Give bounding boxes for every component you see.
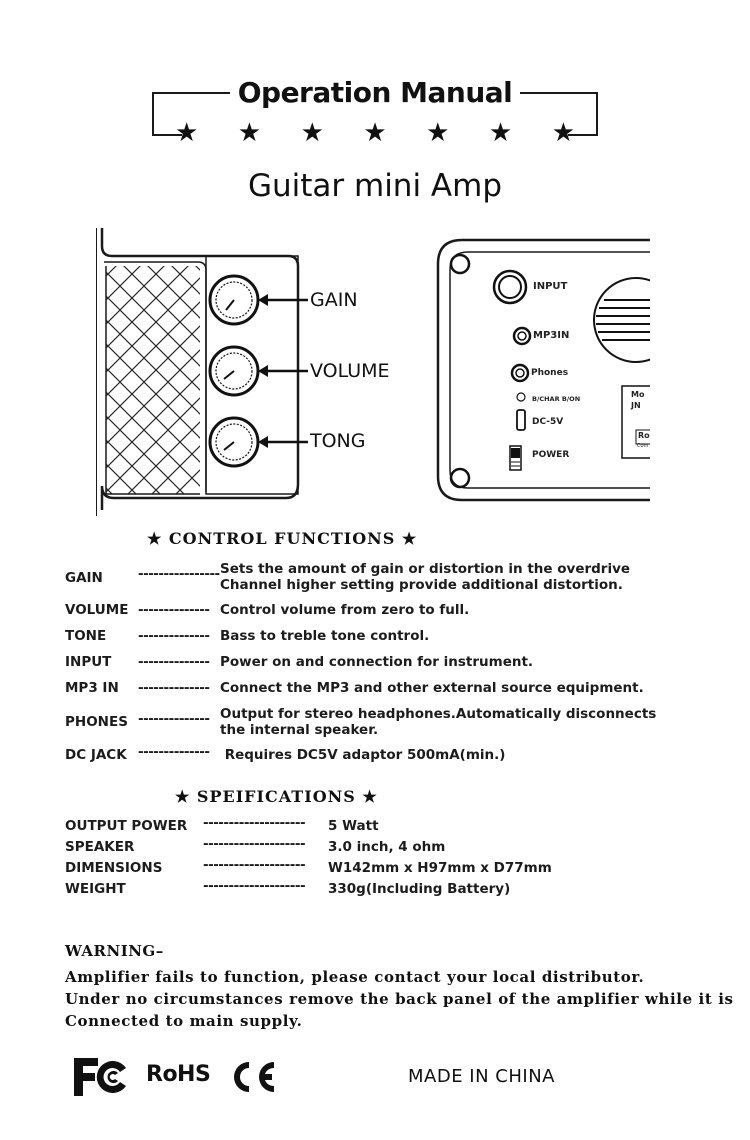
spec-label: SPEAKER bbox=[65, 839, 135, 855]
spec-dashes: -------------------- bbox=[203, 836, 306, 852]
port-label-phones: Phones bbox=[531, 368, 569, 378]
power-switch-icon bbox=[510, 446, 521, 470]
row-description bbox=[220, 628, 700, 644]
row-dashes: -------------- bbox=[138, 628, 210, 644]
star-icon: ★ bbox=[363, 118, 387, 148]
row-dashes: ---------------- bbox=[138, 566, 220, 582]
row-description-line: Channel higher setting provide additional distortion. bbox=[220, 577, 623, 593]
plate-text: Com bbox=[637, 443, 649, 449]
row-label: VOLUME bbox=[65, 602, 129, 618]
row-dashes: -------------- bbox=[138, 654, 210, 670]
row-description bbox=[220, 706, 700, 738]
warning-text-line: Under no circumstances remove the back panel of the amplifier while it is bbox=[65, 990, 734, 1008]
led-icon bbox=[517, 393, 525, 401]
input-jack-icon bbox=[494, 271, 526, 303]
row-description bbox=[220, 602, 700, 618]
tone-knob-icon bbox=[210, 418, 258, 466]
gain-knob-icon bbox=[210, 276, 258, 324]
row-label: INPUT bbox=[65, 654, 112, 670]
spec-value: W142mm x H97mm x D77mm bbox=[328, 860, 552, 876]
star-icon: ★ bbox=[300, 118, 324, 148]
spec-dashes: -------------------- bbox=[203, 815, 306, 831]
plate-text: Mo bbox=[631, 390, 645, 399]
knob-label-volume: VOLUME bbox=[310, 360, 390, 382]
spec-value: 330g(Including Battery) bbox=[328, 881, 511, 897]
star-icon: ★ bbox=[237, 118, 262, 148]
row-description-line: Sets the amount of gain or distortion in the overdrive bbox=[220, 561, 631, 577]
spec-label: OUTPUT POWER bbox=[65, 818, 188, 834]
front-panel-diagram bbox=[96, 226, 316, 516]
speaker-vent-icon bbox=[594, 278, 656, 362]
port-label-input: INPUT bbox=[533, 281, 568, 292]
knob-label-gain: GAIN bbox=[310, 289, 358, 311]
row-description-line: Connect the MP3 and other external source equipment. bbox=[220, 680, 644, 696]
arrow-icon bbox=[258, 294, 308, 448]
warning-text-line: Connected to main supply. bbox=[65, 1012, 303, 1030]
row-label: GAIN bbox=[65, 570, 103, 586]
plate-text: Ro bbox=[638, 431, 650, 440]
fcc-logo-icon bbox=[72, 1056, 130, 1098]
spec-label: DIMENSIONS bbox=[65, 860, 163, 876]
spec-dashes: -------------------- bbox=[203, 857, 306, 873]
row-label: PHONES bbox=[65, 714, 128, 730]
row-dashes: -------------- bbox=[138, 744, 210, 760]
star-icon: ★ bbox=[175, 118, 199, 148]
row-description bbox=[220, 747, 700, 763]
star-icon: ★ bbox=[488, 118, 513, 148]
warning-title: WARNING– bbox=[65, 942, 164, 960]
star-icon: ★ bbox=[426, 118, 450, 148]
star-row bbox=[175, 118, 575, 148]
row-description bbox=[220, 561, 700, 593]
mp3-jack-icon bbox=[514, 328, 530, 344]
plate-text: JN bbox=[631, 401, 641, 410]
row-description-line: Control volume from zero to full. bbox=[220, 602, 470, 618]
port-label-dc: DC-5V bbox=[532, 417, 564, 427]
star-icon: ★ bbox=[551, 118, 575, 148]
spec-dashes: -------------------- bbox=[203, 878, 306, 894]
row-dashes: -------------- bbox=[138, 680, 210, 696]
row-label: MP3 IN bbox=[65, 680, 119, 696]
spec-label: WEIGHT bbox=[65, 881, 126, 897]
row-description bbox=[220, 654, 700, 670]
row-dashes: -------------- bbox=[138, 711, 210, 727]
row-description-line: Requires DC5V adaptor 500mA(min.) bbox=[220, 747, 506, 763]
row-description bbox=[220, 680, 700, 696]
made-in-china: MADE IN CHINA bbox=[408, 1066, 555, 1087]
row-description-line: the internal speaker. bbox=[220, 722, 379, 738]
row-description-line: Power on and connection for instrument. bbox=[220, 654, 534, 670]
row-description-line: Output for stereo headphones.Automatically disconnects bbox=[220, 706, 657, 722]
dc-port-icon bbox=[517, 410, 525, 430]
page-title-text: Operation Manual bbox=[230, 76, 521, 109]
control-functions-title: ★ CONTROL FUNCTIONS ★ bbox=[147, 529, 418, 548]
ce-logo-icon bbox=[227, 1058, 277, 1096]
row-dashes: -------------- bbox=[138, 602, 210, 618]
port-label-bchar: B/CHAR B/ON bbox=[532, 395, 581, 403]
knob-label-tone: TONG bbox=[310, 430, 366, 452]
specifications-title: ★ SPEIFICATIONS ★ bbox=[175, 787, 378, 806]
volume-knob-icon bbox=[210, 347, 258, 395]
phones-jack-icon bbox=[512, 365, 528, 381]
page-title bbox=[0, 76, 750, 109]
page-subtitle: Guitar mini Amp bbox=[247, 168, 503, 204]
row-label: TONE bbox=[65, 628, 107, 644]
warning-text-line: Amplifier fails to function, please contact your local distributor. bbox=[65, 968, 645, 986]
port-label-power: POWER bbox=[532, 450, 570, 460]
rohs-logo: RoHS bbox=[146, 1062, 211, 1087]
row-description-line: Bass to treble tone control. bbox=[220, 628, 430, 644]
spec-value: 3.0 inch, 4 ohm bbox=[328, 839, 446, 855]
port-label-mp3in: MP3IN bbox=[533, 330, 570, 341]
spec-value: 5 Watt bbox=[328, 818, 379, 834]
row-label: DC JACK bbox=[65, 747, 127, 763]
